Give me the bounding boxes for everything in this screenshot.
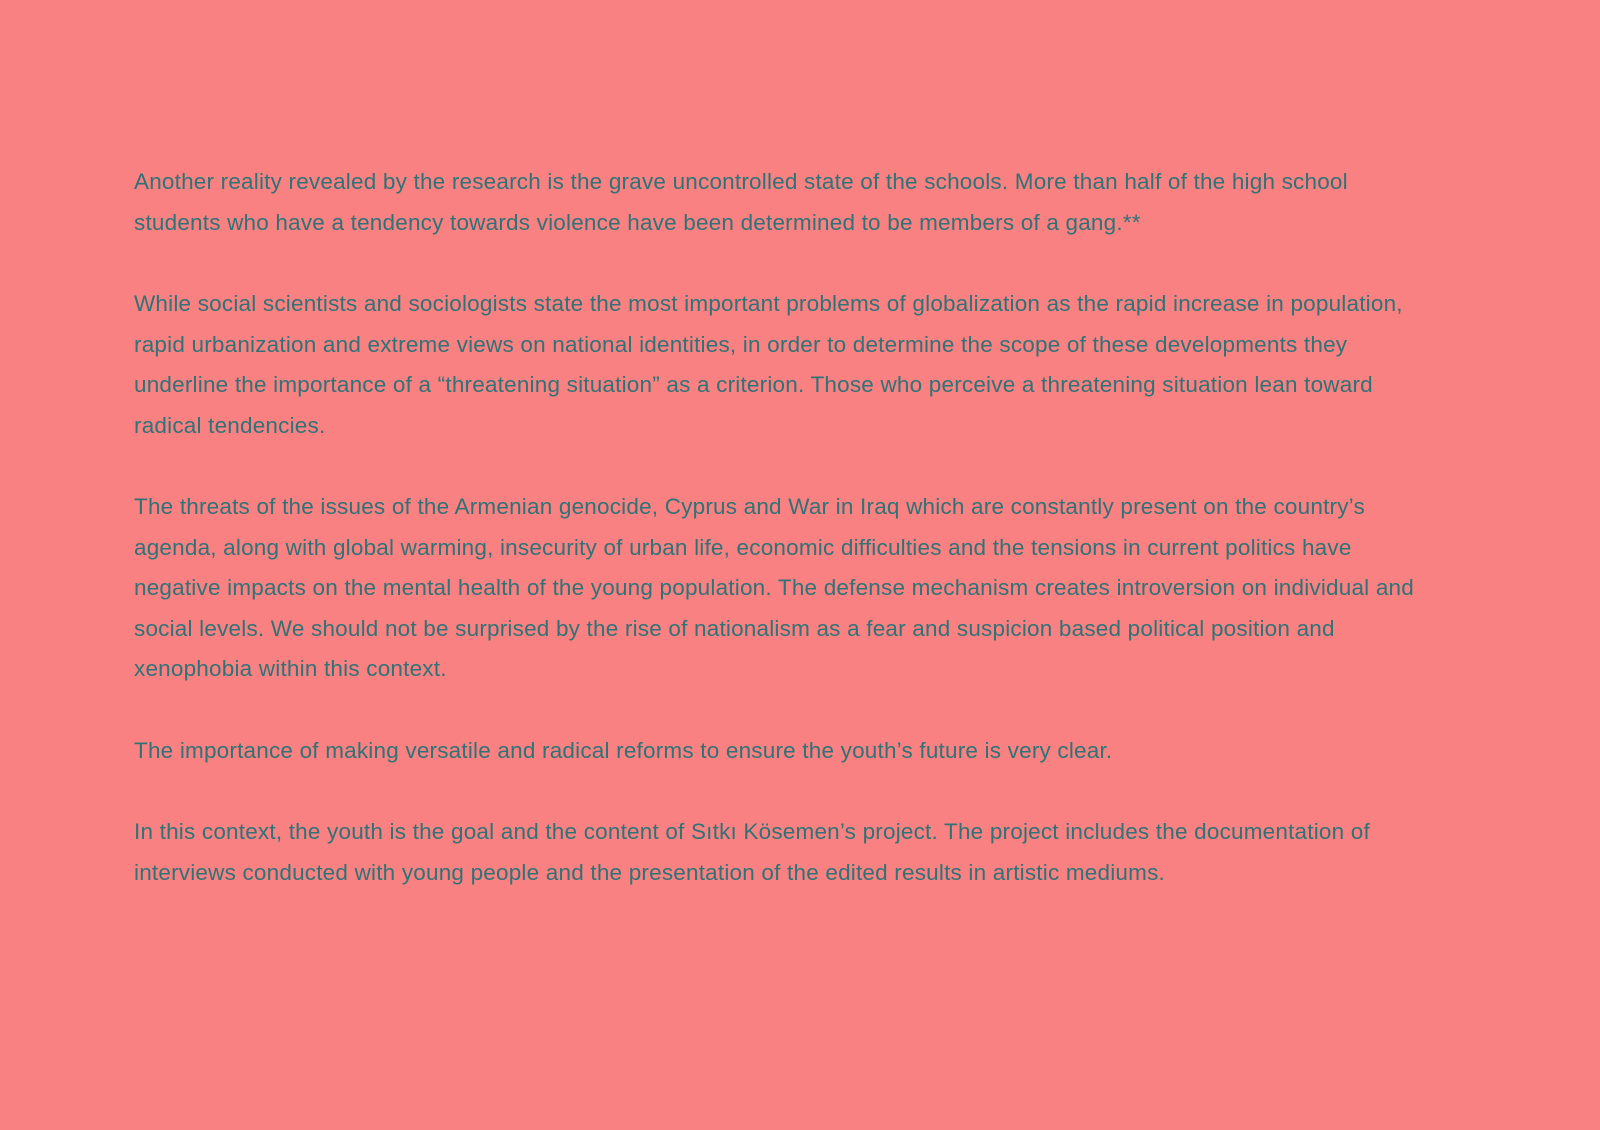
- paragraph-threats-nationalism: The threats of the issues of the Armenian genocide, Cyprus and War in Iraq which are constantly present on the country’s agenda, along with global warming, insecurity of urban life, economic difficulties and the tensions in current politics have negative impacts on the mental health of the young population. The defense mechanism creates introversion on individual and social levels. We should not be surprised by the rise of nationalism as a fear and suspicion based political position and xenophobia within this context.: [134, 494, 1414, 681]
- body-text: [134, 162, 1439, 893]
- paragraph-globalization: While social scientists and sociologists state the most important problems of globalization as the rapid increase in population, rapid urbanization and extreme views on national identities, in order to determine the scope of these developments they underline the importance of a “threatening situation” as a criterion. Those who perceive a threatening situation lean toward radical tendencies.: [134, 291, 1403, 438]
- paragraph-schools-gang: Another reality revealed by the research is the grave uncontrolled state of the schools. More than half of the high school students who have a tendency towards violence have been determined to be members of a gang.**: [134, 169, 1348, 235]
- paragraph-project-description: In this context, the youth is the goal and the content of Sıtkı Kösemen’s project. The project includes the documentation of interviews conducted with young people and the presentation of the edited results in artistic mediums.: [134, 819, 1370, 885]
- paragraph-reforms: The importance of making versatile and radical reforms to ensure the youth’s future is very clear.: [134, 737, 1113, 763]
